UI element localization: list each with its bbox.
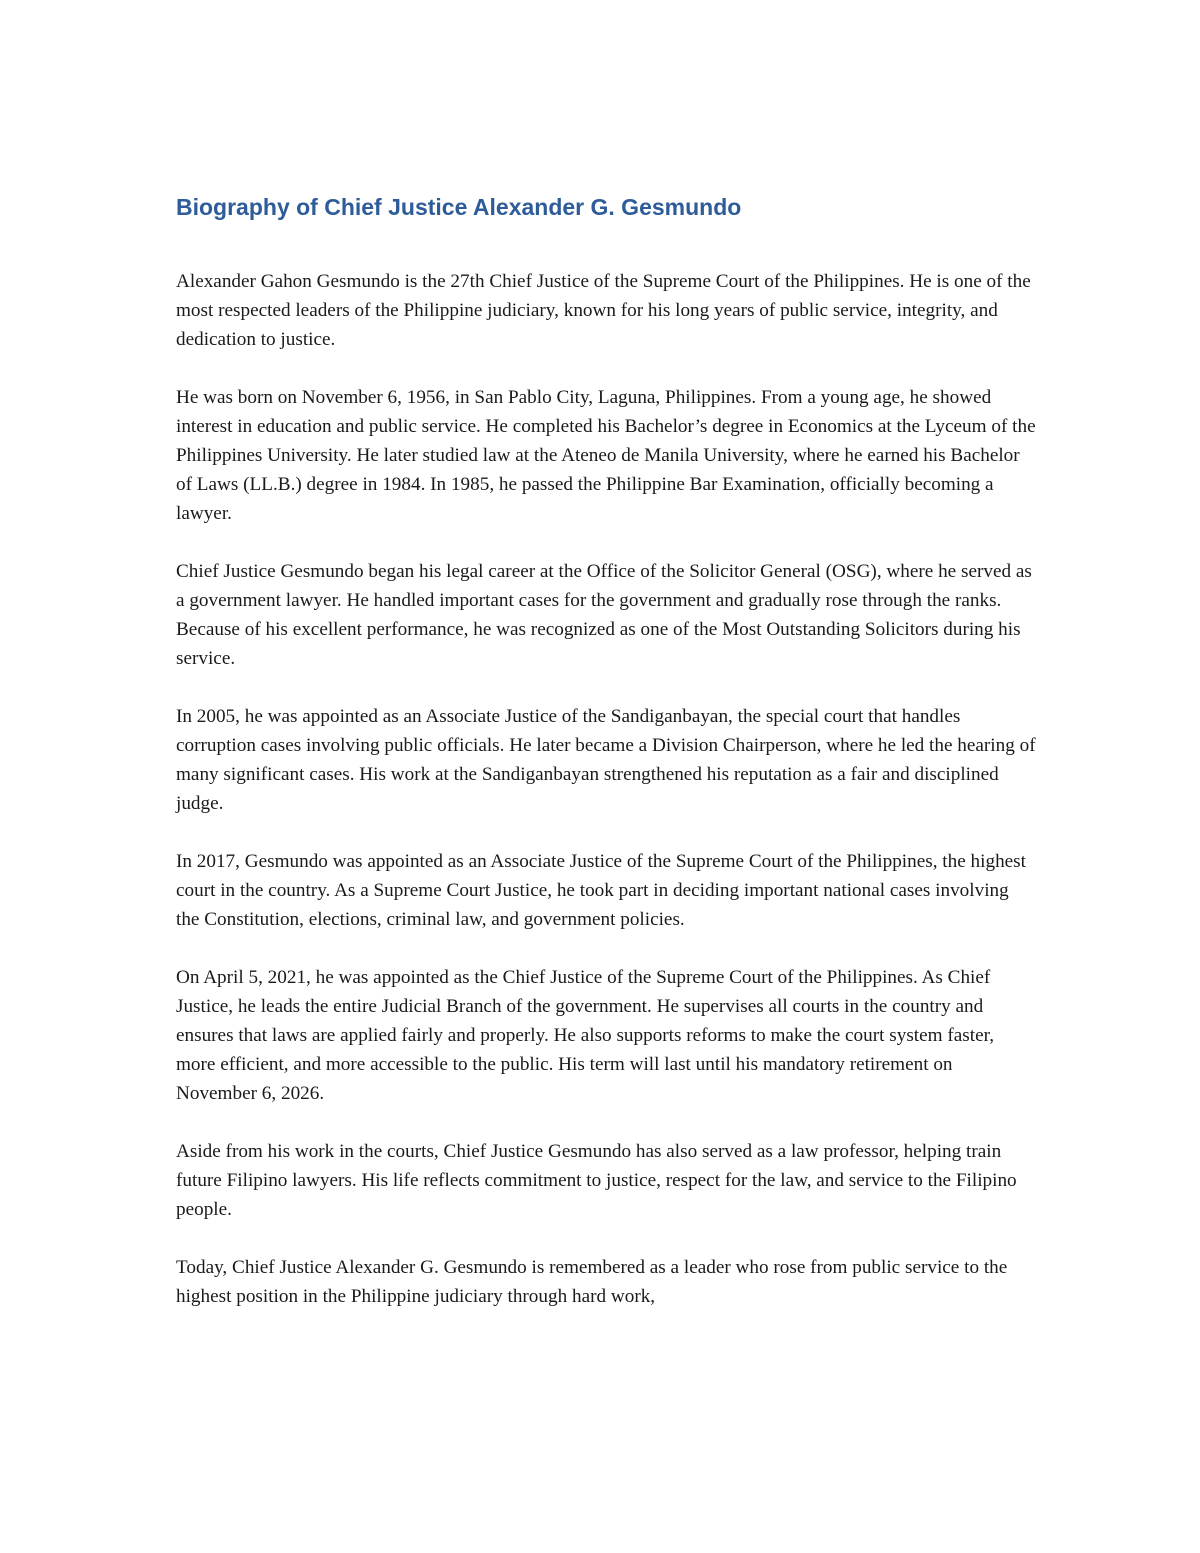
paragraph-chief-justice: On April 5, 2021, he was appointed as the Chief Justice of the Supreme Court of the Philippines. As Chief Justice, he leads the entire Judicial Branch of the government. He supervises all courts in the country and ensures that laws are applied fairly and properly. He also supports reforms to make the court system faster, more efficient, and more accessible to the public. His term will last until his mandatory retirement on November 6, 2026. [176, 967, 994, 1104]
paragraph-early-life: He was born on November 6, 1956, in San Pablo City, Laguna, Philippines. From a young age, he showed interest in education and public service. He completed his Bachelor’s degree in Economics at the Lyceum of the Philippines University. He later studied law at the Ateneo de Manila University, where he earned his Bachelor of Laws (LL.B.) degree in 1984. In 1985, he passed the Philippine Bar Examination, officially becoming a lawyer. [176, 387, 1036, 524]
paragraph-legacy: Today, Chief Justice Alexander G. Gesmundo is remembered as a leader who rose from public service to the highest position in the Philippine judiciary through hard work, [176, 1257, 1008, 1307]
paragraph-osg-career: Chief Justice Gesmundo began his legal career at the Office of the Solicitor General (OSG), where he served as a government lawyer. He handled important cases for the government and gradually rose through the ranks. Because of his excellent performance, he was recognized as one of the Most Outstanding Solicitors during his service. [176, 561, 1032, 669]
paragraph-sandiganbayan: In 2005, he was appointed as an Associate Justice of the Sandiganbayan, the special court that handles corruption cases involving public officials. He later became a Division Chairperson, where he led the hearing of many significant cases. His work at the Sandiganbayan strengthened his reputation as a fair and disciplined judge. [176, 706, 1036, 814]
document-title: Biography of Chief Justice Alexander G. Gesmundo [176, 194, 742, 220]
paragraph-introduction: Alexander Gahon Gesmundo is the 27th Chief Justice of the Supreme Court of the Philippines. He is one of the most respected leaders of the Philippine judiciary, known for his long years of public service, integrity, and dedication to justice. [176, 271, 1031, 350]
document-body [176, 190, 1036, 1340]
paragraph-associate-justice: In 2017, Gesmundo was appointed as an Associate Justice of the Supreme Court of the Philippines, the highest court in the country. As a Supreme Court Justice, he took part in deciding important national cases involving the Constitution, elections, criminal law, and government policies. [176, 851, 1026, 930]
paragraph-law-professor: Aside from his work in the courts, Chief Justice Gesmundo has also served as a law professor, helping train future Filipino lawyers. His life reflects commitment to justice, respect for the law, and service to the Filipino people. [176, 1141, 1017, 1220]
